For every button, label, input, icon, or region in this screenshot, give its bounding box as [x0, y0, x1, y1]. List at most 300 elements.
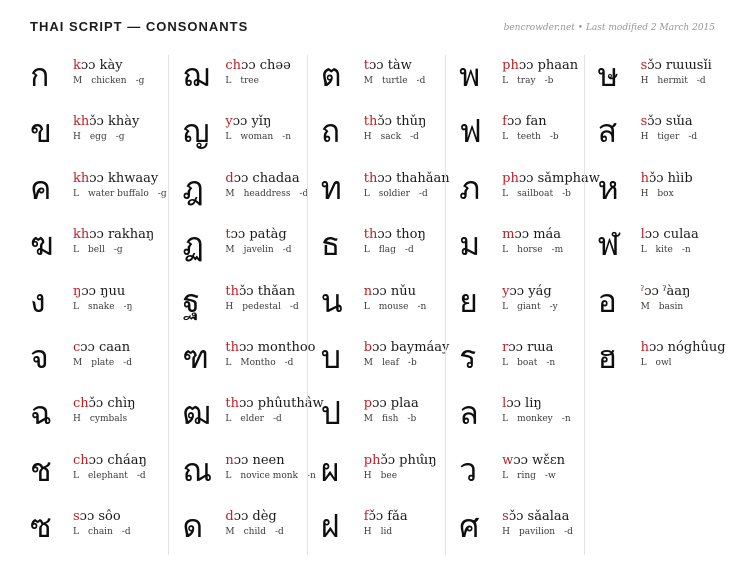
thai-consonant-glyph: บ	[320, 337, 342, 376]
entry-meta	[364, 132, 427, 143]
entry-info	[502, 55, 578, 87]
consonant-entry	[30, 450, 162, 506]
thai-consonant-glyph: ภ	[459, 168, 481, 207]
phonetic-initial: l	[502, 396, 507, 412]
phonetic-name	[225, 115, 291, 129]
entry-meta	[641, 189, 693, 200]
meaning-label: kite	[655, 245, 673, 256]
consonant-entry	[597, 337, 726, 393]
entry-meta	[364, 471, 437, 482]
phonetic-initial: t	[225, 227, 231, 243]
final-sound-label: -n	[681, 245, 691, 256]
class-letter: H	[363, 132, 372, 143]
consonant-entry	[598, 168, 716, 224]
entry-info	[502, 337, 555, 369]
phonetic-name	[364, 341, 450, 355]
phonetic-name	[502, 510, 573, 524]
entry-info	[73, 281, 132, 313]
phonetic-initial: l	[640, 227, 645, 243]
phonetic-initial: th	[225, 283, 239, 299]
phonetic-name	[364, 397, 419, 411]
entry-info	[364, 111, 427, 143]
class-letter: L	[225, 414, 232, 425]
phonetic-initial: b	[363, 339, 373, 355]
phonetic-rest: ɔɔ patàg	[230, 227, 287, 243]
thai-consonant-glyph: ฝ	[320, 507, 340, 546]
entry-meta	[73, 358, 132, 369]
phonetic-initial: d	[225, 170, 234, 186]
thai-consonant-glyph: ฉ	[30, 394, 52, 433]
phonetic-name	[225, 510, 283, 524]
entry-info	[641, 168, 693, 200]
class-letter: L	[640, 245, 647, 256]
consonant-column-3	[307, 55, 450, 555]
meaning-label: sailboat	[517, 188, 554, 199]
phonetic-initial: k	[73, 58, 81, 73]
final-sound-label: -d	[688, 132, 698, 143]
phonetic-rest: ɔɔ phûuthâw	[239, 396, 324, 412]
final-sound-label: -b	[549, 132, 559, 143]
final-sound-label: -d	[284, 357, 294, 368]
meaning-label: monkey	[517, 414, 553, 425]
thai-consonant-glyph: ท	[320, 168, 342, 207]
phonetic-name	[364, 115, 427, 129]
thai-consonant-glyph: ศ	[459, 507, 480, 546]
phonetic-initial: th	[363, 227, 378, 243]
final-sound-label: -n	[417, 301, 427, 312]
consonant-entry	[459, 281, 577, 337]
class-letter: L	[363, 188, 370, 199]
phonetic-name	[641, 285, 693, 299]
consonant-entry	[30, 168, 167, 224]
meaning-label: giant	[517, 301, 541, 312]
phonetic-name	[73, 454, 147, 468]
phonetic-initial: t	[363, 58, 370, 73]
class-letter: M	[363, 357, 373, 368]
consonant-entry	[321, 224, 439, 280]
phonetic-rest: ɔɔ chadaa	[233, 170, 300, 186]
thai-consonant-glyph: อ	[597, 281, 617, 320]
phonetic-name	[73, 397, 136, 411]
entry-info	[73, 393, 136, 425]
class-letter: L	[73, 245, 79, 256]
thai-consonant-glyph: ก	[30, 56, 50, 94]
phonetic-name	[73, 228, 154, 242]
entry-info	[641, 337, 726, 369]
entry-meta	[225, 471, 315, 482]
entry-meta	[73, 527, 131, 538]
phonetic-initial: kh	[73, 227, 90, 243]
phonetic-initial: s	[640, 58, 648, 73]
phonetic-initial: n	[363, 283, 373, 299]
class-letter: L	[502, 132, 509, 143]
thai-consonant-glyph: ฎ	[182, 168, 204, 207]
class-letter: H	[502, 527, 511, 538]
class-letter: L	[363, 245, 370, 256]
class-letter: L	[73, 188, 79, 199]
thai-consonant-glyph: พ	[459, 56, 481, 94]
thai-consonant-glyph: ฐ	[182, 281, 201, 320]
entry-info	[73, 111, 139, 143]
final-sound-label: -n	[282, 132, 292, 143]
phonetic-initial: kh	[73, 170, 90, 186]
entry-info	[225, 506, 283, 538]
class-letter: M	[363, 76, 373, 86]
phonetic-rest: ɔɔ sǎmphaw	[518, 170, 600, 186]
meaning-label: chicken	[91, 76, 127, 86]
phonetic-initial: ŋ	[73, 283, 82, 299]
meaning-label: owl	[655, 357, 672, 368]
entry-meta	[225, 302, 298, 313]
final-sound-label: -d	[564, 527, 573, 538]
meaning-label: pavilion	[519, 527, 556, 538]
phonetic-name	[73, 341, 132, 355]
phonetic-initial: th	[363, 114, 378, 130]
page-title: THAI SCRIPT — CONSONANTS	[30, 19, 249, 34]
phonetic-rest: ɔ̌ɔ fǎa	[368, 509, 408, 525]
entry-info	[73, 224, 154, 256]
meaning-label: tree	[240, 76, 259, 86]
final-sound-label: -d	[282, 245, 292, 256]
final-sound-label: -d	[136, 470, 146, 481]
class-letter: L	[502, 470, 509, 481]
phonetic-rest: ɔɔ rakhaŋ	[89, 227, 155, 243]
phonetic-initial: d	[225, 509, 234, 525]
class-letter: M	[225, 188, 235, 199]
entry-info	[225, 281, 298, 313]
consonant-entry	[182, 281, 300, 337]
entry-info	[225, 111, 291, 143]
thai-consonant-glyph: ฟ	[459, 112, 482, 151]
thai-consonant-glyph: ช	[30, 450, 52, 489]
class-letter: H	[73, 414, 81, 425]
consonant-entry	[182, 393, 324, 449]
entry-meta	[225, 527, 283, 538]
phonetic-rest: ɔɔ dèg	[233, 509, 277, 525]
final-sound-label: -d	[121, 527, 131, 538]
phonetic-initial: y	[502, 283, 510, 299]
entry-info	[502, 111, 558, 143]
thai-consonant-glyph: ง	[30, 281, 46, 320]
class-letter: L	[73, 301, 79, 312]
phonetic-rest: ɔɔ fan	[506, 114, 547, 130]
entry-meta	[225, 189, 308, 200]
phonetic-rest: ɔ̌ɔ sǎalaa	[508, 509, 570, 525]
consonant-entry	[320, 168, 450, 224]
thai-consonant-glyph: ค	[30, 168, 52, 207]
phonetic-rest: ɔɔ nǔu	[372, 283, 416, 299]
meaning-label: javelin	[243, 245, 274, 256]
final-sound-label: -d	[272, 414, 282, 425]
phonetic-name	[73, 115, 139, 129]
meaning-label: leaf	[382, 357, 399, 368]
class-letter: L	[73, 527, 79, 538]
final-sound-label: -d	[696, 76, 706, 86]
phonetic-initial: ch	[73, 396, 89, 412]
final-sound-label: -d	[123, 357, 132, 368]
phonetic-rest: ɔɔ monthoo	[239, 339, 316, 355]
phonetic-name	[641, 341, 726, 355]
entry-info	[502, 281, 558, 313]
class-letter: H	[73, 132, 81, 143]
consonant-entry	[459, 168, 600, 224]
phonetic-initial: kh	[73, 114, 90, 130]
phonetic-initial: c	[73, 339, 81, 355]
phonetic-name	[641, 59, 712, 73]
final-sound-label: -d	[416, 76, 426, 86]
meaning-label: bee	[380, 470, 398, 481]
entry-meta	[502, 76, 578, 87]
phonetic-initial: ph	[502, 170, 519, 186]
entry-meta	[364, 358, 450, 369]
thai-consonant-glyph: ข	[30, 112, 52, 151]
class-letter: H	[640, 132, 649, 143]
class-letter: H	[640, 188, 649, 199]
phonetic-initial: y	[225, 114, 233, 130]
phonetic-name	[225, 454, 315, 468]
final-sound-label: -ŋ	[123, 301, 133, 312]
consonant-entry	[321, 393, 439, 449]
phonetic-initial: m	[502, 227, 515, 243]
meaning-label: chain	[87, 527, 113, 538]
thai-consonant-glyph: ป	[320, 394, 342, 433]
entry-info	[364, 55, 426, 87]
consonant-entry	[598, 281, 716, 337]
consonant-entry	[30, 55, 162, 111]
phonetic-initial: h	[640, 170, 649, 186]
class-letter: L	[502, 414, 509, 425]
meaning-label: basin	[658, 301, 684, 312]
consonant-entry	[598, 224, 716, 280]
phonetic-rest: ɔɔ neen	[233, 452, 285, 468]
phonetic-name	[364, 59, 426, 73]
final-sound-label: -d	[274, 527, 284, 538]
phonetic-initial: s	[640, 114, 648, 130]
final-sound-label: -g	[135, 76, 145, 86]
phonetic-name	[225, 285, 298, 299]
consonant-column-5	[584, 55, 726, 555]
class-letter: L	[502, 301, 509, 312]
entry-meta	[502, 245, 563, 256]
phonetic-initial: p	[363, 396, 373, 412]
final-sound-label: -b	[562, 188, 571, 199]
class-letter: M	[73, 76, 83, 86]
class-letter: M	[225, 527, 235, 538]
entry-meta	[502, 414, 570, 425]
phonetic-rest: ɔɔ phaan	[518, 58, 579, 73]
class-letter: H	[363, 527, 372, 538]
meaning-label: elephant	[87, 470, 128, 481]
entry-info	[225, 450, 315, 482]
phonetic-rest: ɔɔ baymáay	[372, 339, 450, 355]
consonant-entry	[598, 55, 716, 111]
final-sound-label: -d	[404, 245, 414, 256]
entry-info	[641, 111, 698, 143]
entry-info	[641, 224, 699, 256]
meaning-label: snake	[87, 301, 115, 312]
consonant-entry	[182, 450, 316, 506]
entry-info	[502, 393, 570, 425]
final-sound-label: -d	[418, 188, 428, 199]
meaning-label: woman	[240, 132, 274, 143]
phonetic-name	[502, 285, 558, 299]
phonetic-name	[502, 454, 565, 468]
entry-info	[364, 224, 426, 256]
phonetic-rest: ɔ̌ɔ phɯ̂ŋ	[380, 452, 437, 468]
final-sound-label: -d	[410, 132, 419, 143]
entry-meta	[73, 189, 167, 200]
final-sound-label: -n	[306, 470, 316, 481]
meaning-label: plate	[91, 357, 115, 368]
class-letter: H	[225, 301, 234, 312]
phonetic-rest: ɔɔ ŋuu	[81, 283, 126, 299]
entry-info	[73, 337, 132, 369]
consonant-entry	[459, 224, 577, 280]
thai-consonant-glyph: ย	[459, 281, 478, 320]
consonant-entry	[459, 337, 577, 393]
phonetic-initial: f	[363, 509, 369, 525]
final-sound-label: -w	[544, 470, 556, 481]
phonetic-name	[364, 172, 450, 186]
phonetic-rest: ɔ̌ɔ hìib	[648, 170, 693, 186]
phonetic-rest: ɔɔ culaa	[644, 227, 699, 243]
thai-consonant-glyph: ถ	[320, 112, 341, 151]
meaning-label: elder	[240, 414, 264, 425]
phonetic-rest: ɔɔ yǐŋ	[232, 114, 272, 130]
phonetic-name	[502, 397, 570, 411]
entry-info	[364, 450, 437, 482]
consonant-grid	[30, 55, 726, 555]
meaning-label: ring	[517, 470, 536, 481]
entry-meta	[225, 245, 291, 256]
phonetic-name	[225, 341, 315, 355]
consonant-entry	[30, 393, 162, 449]
consonant-entry	[459, 450, 577, 506]
entry-meta	[225, 76, 290, 87]
entry-info	[641, 281, 693, 313]
entry-info	[73, 55, 144, 87]
entry-info	[225, 337, 315, 369]
final-sound-label: -m	[551, 245, 564, 256]
phonetic-initial: th	[225, 396, 239, 412]
thai-consonant-glyph: ณ	[182, 450, 213, 489]
meaning-label: soldier	[378, 188, 410, 199]
phonetic-rest: ɔɔ ˀàaŋ	[644, 283, 691, 299]
phonetic-rest: ɔ̌ɔ khày	[89, 114, 140, 130]
phonetic-initial: w	[502, 452, 514, 468]
final-sound-label: -b	[407, 414, 417, 425]
phonetic-rest: ɔɔ wɛ̌ɛn	[513, 452, 565, 468]
phonetic-name	[73, 285, 132, 299]
phonetic-rest: ɔ̌ɔ chìŋ	[88, 396, 136, 412]
consonant-entry	[459, 111, 577, 167]
phonetic-initial: h	[640, 339, 649, 355]
consonant-entry	[321, 281, 439, 337]
meaning-label: pedestal	[242, 301, 281, 312]
meaning-label: flag	[378, 245, 396, 256]
phonetic-initial: ˀ	[640, 283, 645, 299]
final-sound-label: -y	[549, 301, 558, 312]
class-letter: L	[225, 132, 232, 143]
thai-consonant-glyph: ต	[320, 56, 342, 94]
meaning-label: horse	[517, 245, 543, 256]
phonetic-name	[225, 172, 308, 186]
thai-consonant-glyph: ฒ	[182, 394, 212, 433]
consonant-entry	[321, 450, 439, 506]
phonetic-initial: s	[502, 509, 509, 525]
entry-meta	[364, 527, 408, 538]
meaning-label: teeth	[517, 132, 541, 143]
consonant-entry	[459, 55, 577, 111]
class-letter: L	[363, 301, 370, 312]
phonetic-initial: n	[225, 452, 234, 468]
phonetic-initial: ch	[73, 452, 89, 468]
phonetic-rest: ɔɔ nóghûug	[648, 339, 726, 355]
entry-meta	[641, 245, 699, 256]
entry-info	[73, 450, 147, 482]
final-sound-label: -b	[544, 76, 554, 86]
meaning-label: boat	[517, 357, 538, 368]
phonetic-name	[641, 115, 698, 129]
consonant-entry	[182, 337, 316, 393]
entry-meta	[364, 76, 426, 87]
thai-consonant-glyph: ห	[597, 168, 619, 207]
meaning-label: novice monk	[240, 470, 298, 481]
entry-meta	[73, 471, 147, 482]
entry-info	[502, 224, 563, 256]
phonetic-rest: ɔ̌ɔ thǎan	[239, 283, 296, 299]
class-letter: L	[225, 76, 232, 86]
meaning-label: bell	[87, 245, 105, 256]
final-sound-label: -d	[299, 188, 309, 199]
class-letter: L	[502, 357, 509, 368]
consonant-column-2	[168, 55, 324, 555]
class-letter: M	[640, 301, 650, 312]
phonetic-name	[73, 510, 131, 524]
class-letter: M	[73, 357, 83, 368]
consonant-entry	[182, 506, 300, 562]
phonetic-name	[502, 59, 578, 73]
phonetic-name	[225, 59, 290, 73]
consonant-entry	[30, 506, 162, 562]
phonetic-initial: r	[502, 339, 509, 355]
thai-consonant-glyph: ด	[182, 507, 204, 546]
phonetic-rest: ɔ̌ɔ rɯɯsǐi	[647, 58, 712, 73]
thai-consonant-glyph: ฬ	[597, 225, 620, 264]
entry-meta	[364, 302, 427, 313]
consonant-entry	[182, 224, 300, 280]
phonetic-rest: ɔɔ máa	[514, 227, 562, 243]
entry-meta	[225, 358, 315, 369]
meaning-label: turtle	[382, 76, 408, 86]
entry-meta	[502, 132, 558, 143]
final-sound-label: -g	[113, 245, 123, 256]
class-letter: L	[502, 76, 509, 86]
entry-info	[364, 337, 450, 369]
thai-consonant-glyph: ฌ	[182, 56, 210, 94]
phonetic-name	[364, 228, 426, 242]
phonetic-name	[502, 341, 555, 355]
class-letter: L	[225, 470, 232, 481]
phonetic-rest: ɔɔ plaa	[372, 396, 419, 412]
phonetic-rest: ɔɔ rɯa	[508, 339, 554, 355]
meaning-label: egg	[89, 132, 107, 143]
phonetic-name	[225, 228, 291, 242]
thai-consonant-glyph: ญ	[182, 112, 210, 151]
entry-info	[73, 506, 131, 538]
phonetic-name	[73, 172, 167, 186]
phonetic-rest: ɔɔ khwaay	[89, 170, 159, 186]
